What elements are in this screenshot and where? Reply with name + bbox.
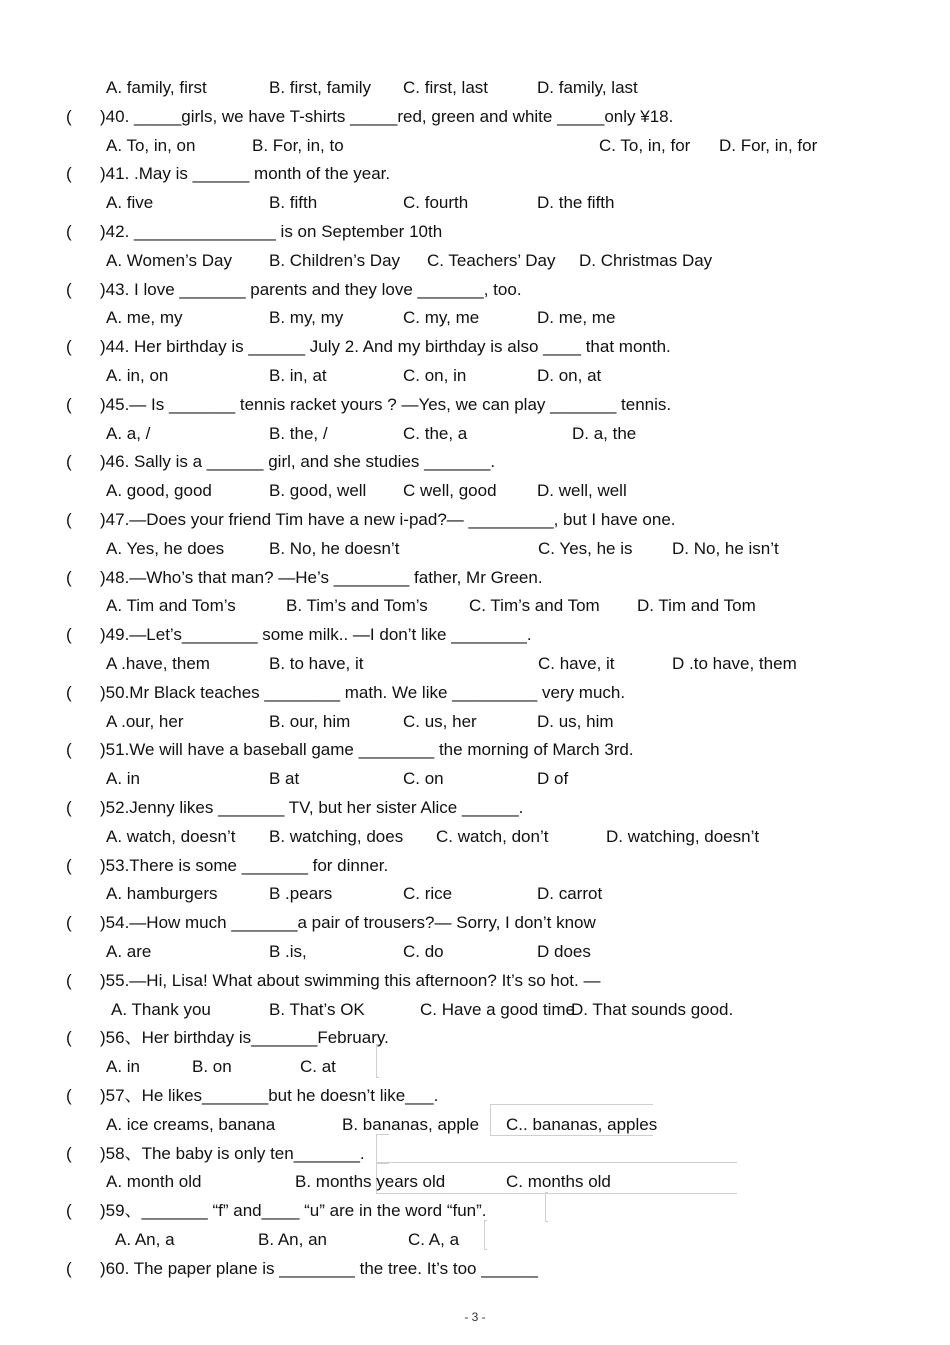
options-line: [0, 824, 950, 850]
answer-paren: (: [66, 1028, 72, 1048]
options-line: [0, 881, 950, 907]
question-text: )41. .May is ______ month of the year.: [100, 164, 391, 184]
option-b: B. on: [192, 1057, 232, 1077]
option-b: B. watching, does: [269, 826, 404, 846]
option-d: D. a, the: [572, 423, 637, 443]
option-d: D. Tim and Tom: [637, 596, 756, 616]
option-d: D .to have, them: [672, 654, 797, 673]
option-c: C. on, in: [403, 366, 467, 385]
question-text: )57、He likes_______but he doesn’t like___.: [100, 1086, 439, 1105]
answer-paren: (: [66, 222, 72, 241]
question-line: [0, 104, 950, 130]
option-a: A. family, first: [106, 78, 207, 97]
options-line: [0, 709, 950, 735]
option-b: B. first, family: [269, 78, 372, 97]
answer-paren: (: [66, 1201, 72, 1221]
option-b: B. Children’s Day: [269, 250, 401, 270]
question-line: [0, 161, 950, 187]
option-a: A. To, in, on: [106, 135, 196, 155]
answer-paren: (: [66, 1143, 72, 1163]
question-line: [0, 910, 950, 936]
option-c: C. A, a: [408, 1230, 460, 1249]
question-line: [0, 277, 950, 303]
option-b: B .pears: [269, 884, 333, 904]
option-a: A. An, a: [115, 1230, 175, 1249]
options-line: [0, 593, 950, 619]
option-b: B. the, /: [269, 423, 328, 443]
question-text: )53.There is some _______ for dinner.: [100, 855, 389, 875]
option-d: D. watching, doesn’t: [606, 826, 760, 846]
option-a: A. Tim and Tom’s: [106, 596, 236, 616]
option-d: D. family, last: [537, 78, 638, 97]
question-line: [0, 392, 950, 418]
option-d: D. No, he isn’t: [672, 538, 779, 558]
option-c: C. To, in, for: [599, 135, 691, 155]
option-c: C. the, a: [403, 423, 468, 443]
answer-paren: (: [66, 510, 72, 529]
question-text: )55.—Hi, Lisa! What about swimming this afternoon? It’s so hot. —: [100, 970, 601, 990]
answer-paren: (: [66, 337, 72, 357]
option-b: B. in, at: [269, 366, 327, 385]
option-a: A. a, /: [106, 423, 151, 443]
options-line: [0, 1227, 950, 1253]
option-a: A. in, on: [106, 366, 169, 385]
option-d: D. For, in, for: [719, 135, 818, 155]
option-c: C.. bananas, apples: [506, 1114, 658, 1134]
options-line: [0, 536, 950, 562]
option-a: A. good, good: [106, 481, 212, 501]
question-line: [0, 795, 950, 821]
question-text: )58、The baby is only ten_______.: [100, 1143, 365, 1163]
option-c: C. us, her: [403, 711, 477, 731]
question-line: [0, 219, 950, 245]
page-number: - 3 -: [464, 1310, 486, 1324]
option-b: B at: [269, 769, 300, 789]
option-b: B. That’s OK: [269, 999, 365, 1019]
question-text: )42. _______________ is on September 10th: [100, 222, 443, 241]
option-b: B. Tim’s and Tom’s: [286, 596, 428, 616]
options-line: [0, 190, 950, 216]
answer-paren: (: [66, 567, 72, 587]
option-a: A. Thank you: [111, 999, 211, 1019]
question-line: [0, 1141, 950, 1167]
options-line: [0, 305, 950, 331]
option-c: C. fourth: [403, 193, 469, 213]
option-b: B. good, well: [269, 481, 367, 501]
option-c: C. Tim’s and Tom: [469, 596, 600, 616]
options-line: [0, 1112, 950, 1138]
answer-paren: (: [66, 740, 72, 760]
option-b: B. my, my: [269, 308, 344, 328]
options-line: [0, 421, 950, 447]
answer-paren: (: [66, 1258, 72, 1278]
option-a: A. month old: [106, 1172, 202, 1192]
question-text: )56、Her birthday is_______February.: [100, 1028, 389, 1048]
options-line: [0, 1054, 950, 1080]
question-line: [0, 334, 950, 360]
options-line: [0, 75, 950, 101]
option-d: D. carrot: [537, 884, 603, 904]
option-d: D. me, me: [537, 308, 616, 328]
option-c: C. first, last: [403, 78, 489, 97]
option-a: A. Women’s Day: [106, 250, 232, 270]
option-d: D. the fifth: [537, 193, 615, 213]
option-a: A. in: [106, 1057, 141, 1077]
option-c: C. months old: [506, 1172, 611, 1192]
option-a: A. are: [106, 942, 152, 961]
option-c: C. Yes, he is: [538, 538, 633, 558]
question-line: [0, 968, 950, 994]
option-b: B .is,: [269, 942, 307, 961]
answer-paren: (: [66, 106, 72, 126]
option-d: D. us, him: [537, 711, 614, 731]
option-b: B. An, an: [258, 1230, 327, 1249]
answer-paren: (: [66, 682, 72, 702]
option-a: A. me, my: [106, 308, 183, 328]
question-text: )52.Jenny likes _______ TV, but her sister Alice ______.: [100, 798, 524, 817]
option-a: A. watch, doesn’t: [106, 826, 236, 846]
question-text: )45.— Is _______ tennis racket yours ? —Yes, we can play _______ tennis.: [100, 394, 672, 414]
options-line: [0, 478, 950, 504]
option-a: A. five: [106, 193, 154, 213]
option-d: D does: [537, 942, 591, 961]
question-line: [0, 565, 950, 591]
question-text: )54.—How much _______a pair of trousers?— Sorry, I don’t know: [100, 913, 596, 933]
options-line: [0, 1169, 950, 1195]
option-d: D. well, well: [537, 481, 627, 501]
option-a: A. Yes, he does: [106, 538, 225, 558]
question-text: )50.Mr Black teaches ________ math. We like _________ very much.: [100, 682, 626, 702]
question-text: )47.—Does your friend Tim have a new i-pad?— _________, but I have one.: [100, 510, 676, 529]
option-c: C. watch, don’t: [436, 826, 549, 846]
options-line: [0, 997, 950, 1023]
option-c: C. on: [403, 769, 444, 789]
answer-paren: (: [66, 279, 72, 299]
option-b: B. months years old: [295, 1172, 446, 1192]
question-text: )40. _____girls, we have T-shirts _____red, green and white _____only ¥18.: [100, 106, 674, 126]
question-text: )48.—Who’s that man? —He’s ________ father, Mr Green.: [100, 567, 543, 587]
option-c: C. Teachers’ Day: [427, 250, 556, 270]
option-a: A .our, her: [106, 711, 184, 731]
question-line: [0, 507, 950, 533]
option-b: B. our, him: [269, 711, 351, 731]
options-line: [0, 133, 950, 159]
option-a: A. hamburgers: [106, 884, 218, 904]
option-a: A .have, them: [106, 654, 210, 673]
options-line: [0, 248, 950, 274]
option-b: B. bananas, apple: [342, 1114, 480, 1134]
question-text: )43. I love _______ parents and they love _______, too.: [100, 279, 522, 299]
option-c: C. at: [300, 1057, 336, 1077]
question-line: [0, 1256, 950, 1282]
options-line: [0, 939, 950, 965]
option-a: A. ice creams, banana: [106, 1114, 276, 1134]
answer-paren: (: [66, 394, 72, 414]
options-line: [0, 363, 950, 389]
answer-paren: (: [66, 913, 72, 933]
answer-paren: (: [66, 1086, 72, 1105]
option-d: D. on, at: [537, 366, 602, 385]
question-line: [0, 1083, 950, 1109]
option-d: D. That sounds good.: [571, 999, 734, 1019]
option-d: D of: [537, 769, 569, 789]
question-line: [0, 680, 950, 706]
question-line: [0, 1198, 950, 1224]
answer-paren: (: [66, 798, 72, 817]
answer-paren: (: [66, 164, 72, 184]
option-c: C. have, it: [538, 654, 615, 673]
question-line: [0, 737, 950, 763]
answer-paren: (: [66, 970, 72, 990]
option-b: B. to have, it: [269, 654, 364, 673]
question-text: )59、_______ “f” and____ “u” are in the word “fun”.: [100, 1201, 487, 1221]
option-a: A. in: [106, 769, 141, 789]
option-c: C. my, me: [403, 308, 480, 328]
option-b: B. fifth: [269, 193, 318, 213]
question-text: )49.—Let’s________ some milk.. —I don’t like ________.: [100, 625, 532, 645]
question-line: [0, 1025, 950, 1051]
question-line: [0, 622, 950, 648]
question-line: [0, 853, 950, 879]
option-c: C. do: [403, 942, 444, 961]
option-d: D. Christmas Day: [579, 250, 713, 270]
answer-paren: (: [66, 855, 72, 875]
question-text: )44. Her birthday is ______ July 2. And my birthday is also ____ that month.: [100, 337, 671, 357]
option-c: C. rice: [403, 884, 453, 904]
question-text: )60. The paper plane is ________ the tree. It’s too ______: [100, 1258, 538, 1278]
option-c: C well, good: [403, 481, 497, 501]
options-line: [0, 766, 950, 792]
question-line: [0, 449, 950, 475]
option-b: B. For, in, to: [252, 135, 344, 155]
question-text: )51.We will have a baseball game ________ the morning of March 3rd.: [100, 740, 634, 760]
option-b: B. No, he doesn’t: [269, 538, 400, 558]
question-text: )46. Sally is a ______ girl, and she studies _______.: [100, 452, 496, 472]
options-line: [0, 651, 950, 677]
answer-paren: (: [66, 625, 72, 645]
answer-paren: (: [66, 452, 72, 472]
option-c: C. Have a good time: [420, 999, 575, 1019]
